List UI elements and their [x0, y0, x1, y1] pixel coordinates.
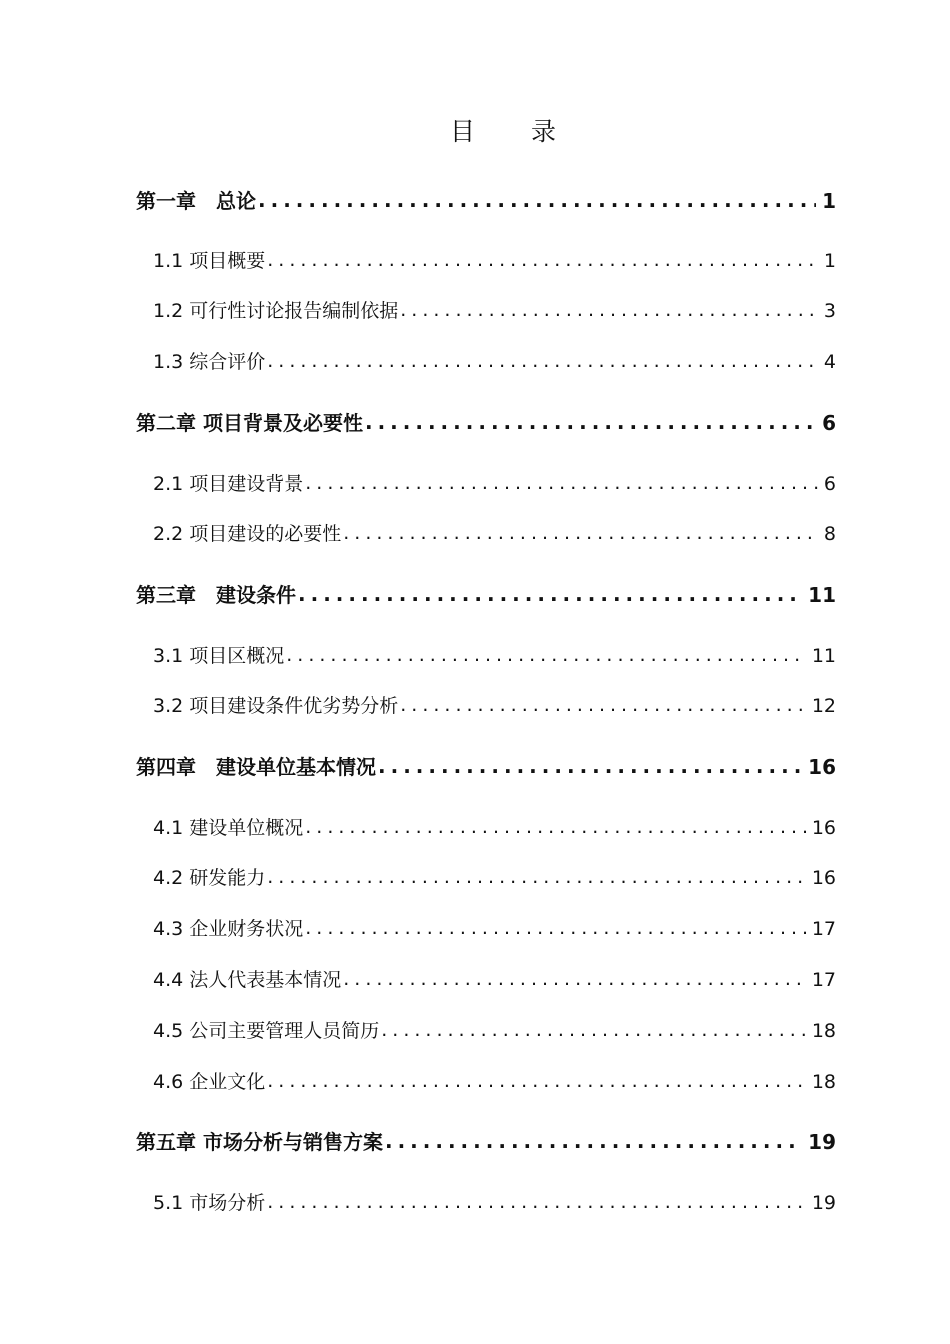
dot-leader — [385, 1129, 802, 1153]
toc-entry-label: 4.3 企业财务状况 — [153, 918, 304, 940]
toc-entry-label: 4.5 公司主要管理人员简历 — [153, 1020, 380, 1042]
toc-entry-label: 4.4 法人代表基本情况 — [153, 969, 342, 991]
dot-leader — [305, 472, 818, 494]
toc-entry-label: 第三章 建设条件 — [136, 583, 296, 607]
toc-entry-page: 1 — [822, 189, 836, 213]
toc-entry-chapter-4[interactable] — [136, 751, 836, 780]
dot-leader — [298, 582, 802, 606]
dot-leader — [378, 754, 802, 778]
dot-leader — [343, 968, 806, 990]
toc-entry-label: 3.2 项目建设条件优劣势分析 — [153, 695, 399, 717]
toc-entry-page: 17 — [811, 918, 836, 940]
toc-entry-section-4-4[interactable] — [153, 965, 836, 992]
dot-leader — [258, 188, 816, 212]
toc-entry-page: 19 — [808, 1130, 836, 1154]
dot-leader — [365, 410, 816, 434]
toc-entry-label: 2.1 项目建设背景 — [153, 473, 304, 495]
toc-entry-page: 11 — [811, 645, 836, 667]
toc-entry-label: 5.1 市场分析 — [153, 1192, 266, 1214]
toc-entry-section-4-1[interactable] — [153, 813, 836, 840]
toc-entry-label: 第二章 项目背景及必要性 — [136, 411, 363, 435]
toc-entry-section-1-3[interactable] — [153, 347, 836, 374]
toc-entry-section-1-2[interactable] — [153, 296, 836, 323]
dot-leader — [267, 1070, 806, 1092]
toc-entry-page: 16 — [808, 755, 836, 779]
toc-entry-label: 第一章 总论 — [136, 189, 256, 213]
toc-entry-label: 4.2 研发能力 — [153, 867, 266, 889]
toc-entry-page: 16 — [811, 817, 836, 839]
toc-entry-page: 4 — [823, 351, 836, 373]
toc-entry-chapter-3[interactable] — [136, 579, 836, 608]
toc-entry-page: 11 — [808, 583, 836, 607]
toc-entry-chapter-1[interactable] — [136, 185, 836, 214]
dot-leader — [400, 694, 806, 716]
toc-entry-label: 4.6 企业文化 — [153, 1071, 266, 1093]
dot-leader — [267, 1191, 806, 1213]
toc-entry-label: 1.2 可行性讨论报告编制依据 — [153, 300, 399, 322]
toc-entry-page: 1 — [823, 250, 836, 272]
dot-leader — [343, 522, 818, 544]
toc-entry-section-4-3[interactable] — [153, 914, 836, 941]
toc-entry-label: 第四章 建设单位基本情况 — [136, 755, 376, 779]
toc-entry-section-4-5[interactable] — [153, 1016, 836, 1043]
dot-leader — [400, 299, 818, 321]
dot-leader — [267, 350, 818, 372]
toc-entry-page: 18 — [811, 1020, 836, 1042]
toc-entry-section-5-1[interactable] — [153, 1188, 836, 1215]
toc-entry-section-4-2[interactable] — [153, 863, 836, 890]
toc-entry-page: 6 — [822, 411, 836, 435]
toc-entry-label: 4.1 建设单位概况 — [153, 817, 304, 839]
toc-entry-section-2-1[interactable] — [153, 469, 836, 496]
toc-entry-page: 18 — [811, 1071, 836, 1093]
dot-leader — [381, 1019, 806, 1041]
dot-leader — [305, 816, 806, 838]
toc-entry-chapter-2[interactable] — [136, 407, 836, 436]
toc-entry-section-3-2[interactable] — [153, 691, 836, 718]
toc-entry-label: 1.3 综合评价 — [153, 351, 266, 373]
toc-entry-label: 2.2 项目建设的必要性 — [153, 523, 342, 545]
toc-title: 目 录 — [450, 117, 580, 146]
toc-entry-page: 3 — [823, 300, 836, 322]
toc-entry-page: 16 — [811, 867, 836, 889]
dot-leader — [286, 644, 806, 666]
dot-leader — [267, 866, 806, 888]
toc-entry-label: 第五章 市场分析与销售方案 — [136, 1130, 383, 1154]
toc-entry-page: 6 — [823, 473, 836, 495]
dot-leader — [305, 917, 806, 939]
toc-entry-section-2-2[interactable] — [153, 519, 836, 546]
toc-entry-section-3-1[interactable] — [153, 641, 836, 668]
toc-entry-label: 3.1 项目区概况 — [153, 645, 285, 667]
toc-entry-page: 19 — [811, 1192, 836, 1214]
toc-entry-section-4-6[interactable] — [153, 1067, 836, 1094]
toc-entry-page: 12 — [811, 695, 836, 717]
toc-entry-page: 17 — [811, 969, 836, 991]
toc-entry-section-1-1[interactable] — [153, 246, 836, 273]
dot-leader — [267, 249, 818, 271]
toc-entry-page: 8 — [823, 523, 836, 545]
toc-entry-label: 1.1 项目概要 — [153, 250, 266, 272]
toc-entry-chapter-5[interactable] — [136, 1126, 836, 1155]
